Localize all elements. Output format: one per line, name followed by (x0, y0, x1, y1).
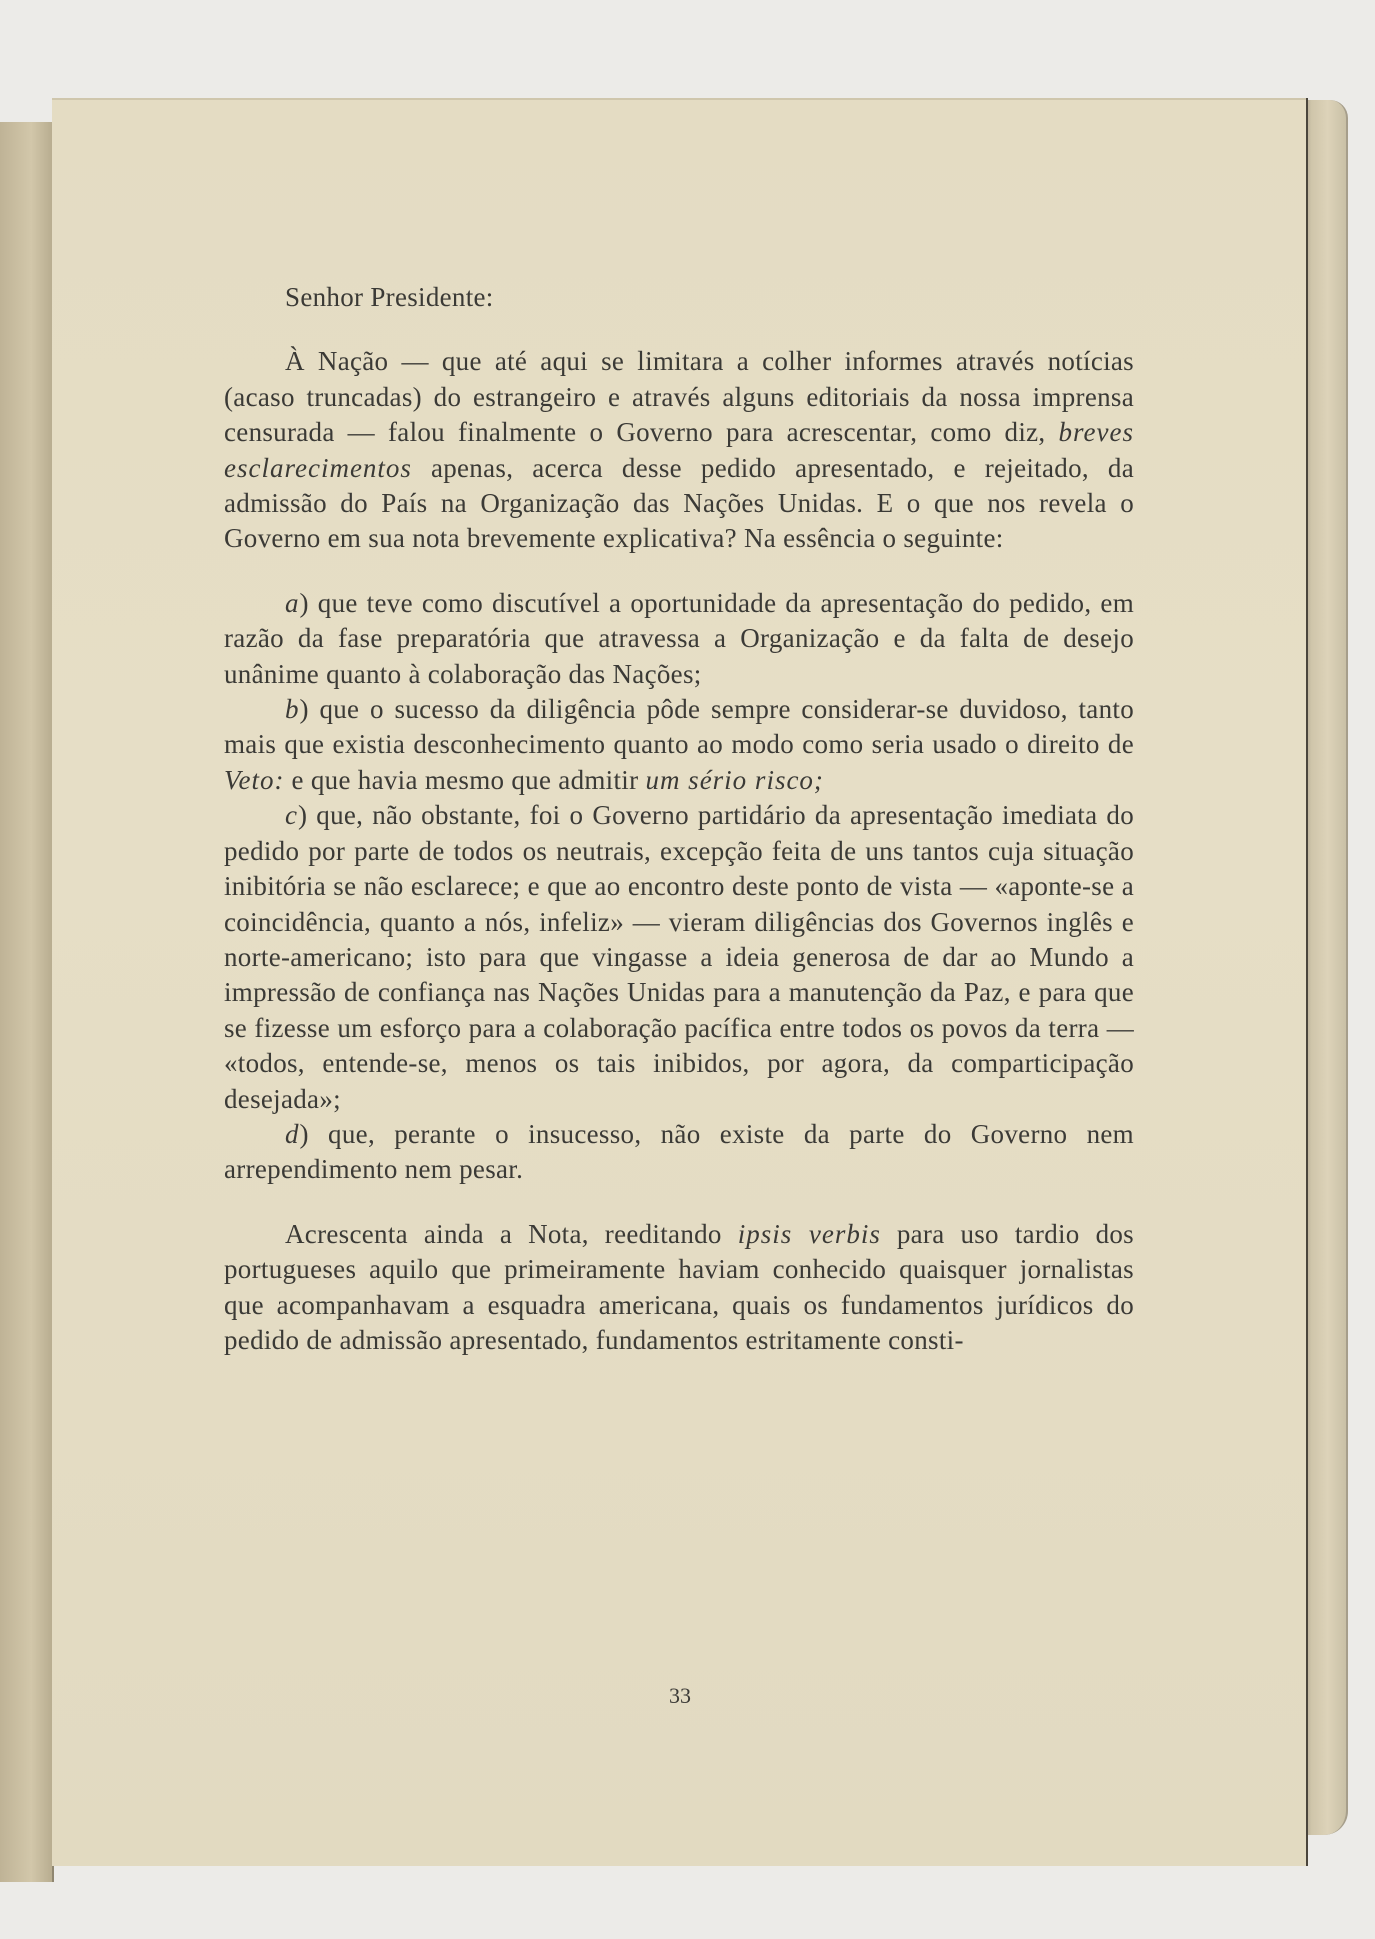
list-item-a-text: ) que teve como discutível a oportunidade da apresentação do pedido, em razão da fase preparatória que atravessa a Organização e da falta de desejo unânime quanto à colaboração das Nações; (224, 587, 1134, 689)
list-item-c-text: ) que, não obstante, foi o Governo partidário da apresentação imediata do pedido por parte de todos os neutrais, excepção feita de uns tantos cuja situação inibitória se não esclarece; e que ao encontro deste ponto de vista — «aponte-se a coincidência, quanto a nós, infeliz» — vieram diligências dos Governos inglês e norte-americano; isto para que vingasse a ideia generosa de dar ao Mundo a impressão de confiança nas Nações Unidas para a manutenção da Paz, e para que se fizesse um esforço para a colaboração pacífica entre todos os povos da terra — «todos, entende-se, menos os tais inibidos, por agora, da comparticipação desejada»; (224, 800, 1134, 1114)
list-item-b-letter: b (285, 694, 300, 725)
list-item-d-text: ) que, perante o insucesso, não existe da parte do Governo nem arrependimento nem pesar. (224, 1118, 1134, 1185)
left-facing-page (0, 122, 54, 1882)
book-page (52, 98, 1308, 1866)
paragraph-intro-text-b: apenas, acerca desse pedido apresentado, e rejeitado, da admissão do País na Organização das Nações Unidas. E o que nos revela o Governo em sua nota brevemente explicativa? Na essência o seguinte: (224, 452, 1134, 554)
paragraph-intro (224, 344, 1134, 556)
paragraph-note (224, 1217, 1134, 1359)
list-item-d (224, 1117, 1134, 1188)
list-item-a-letter: a (285, 587, 300, 618)
paragraph-note-italic: ipsis verbis (737, 1218, 881, 1249)
page-text (224, 280, 1134, 1358)
salutation: Senhor Presidente: (285, 282, 494, 312)
list-item-c-letter: c (285, 800, 298, 831)
list-item-b-italic-2: um sério risco; (645, 764, 824, 795)
page-number: 33 (669, 1683, 691, 1708)
paragraph-intro-text-a: À Nação — que até aqui se limitara a colher informes através notícias (acaso truncadas) do estrangeiro e através alguns editoriais da nossa imprensa censurada — falou finalmente o Governo para acrescentar, como diz, (224, 346, 1134, 448)
list-item-b (224, 692, 1134, 798)
list-item-d-letter: d (285, 1118, 300, 1149)
list-item-c (224, 798, 1134, 1117)
list-item-b-italic-1: Veto: (224, 764, 285, 795)
list-item-b-text-1: ) que o sucesso da diligência pôde sempre considerar-se duvidoso, tanto mais que existia desconhecimento quanto ao modo como seria usado o direito de (224, 694, 1134, 760)
spacer (224, 1188, 1134, 1217)
paragraph-note-text-b: para uso tardio dos portugueses aquilo que primeiramente haviam conhecido quaisquer jornalistas que acompanhavam a esquadra americana, quais os fundamentos jurídicos do pedido de admissão apresentado, fundamentos estritamente consti- (224, 1218, 1134, 1355)
list-item-b-text-2: e que havia mesmo que admitir (284, 764, 646, 795)
paragraph-intro-italic: breves esclarecimentos (224, 417, 1134, 483)
paragraph-note-text-a: Acrescenta ainda a Nota, reeditando (285, 1218, 738, 1249)
list-item-a (224, 586, 1134, 692)
spacer (224, 557, 1134, 586)
